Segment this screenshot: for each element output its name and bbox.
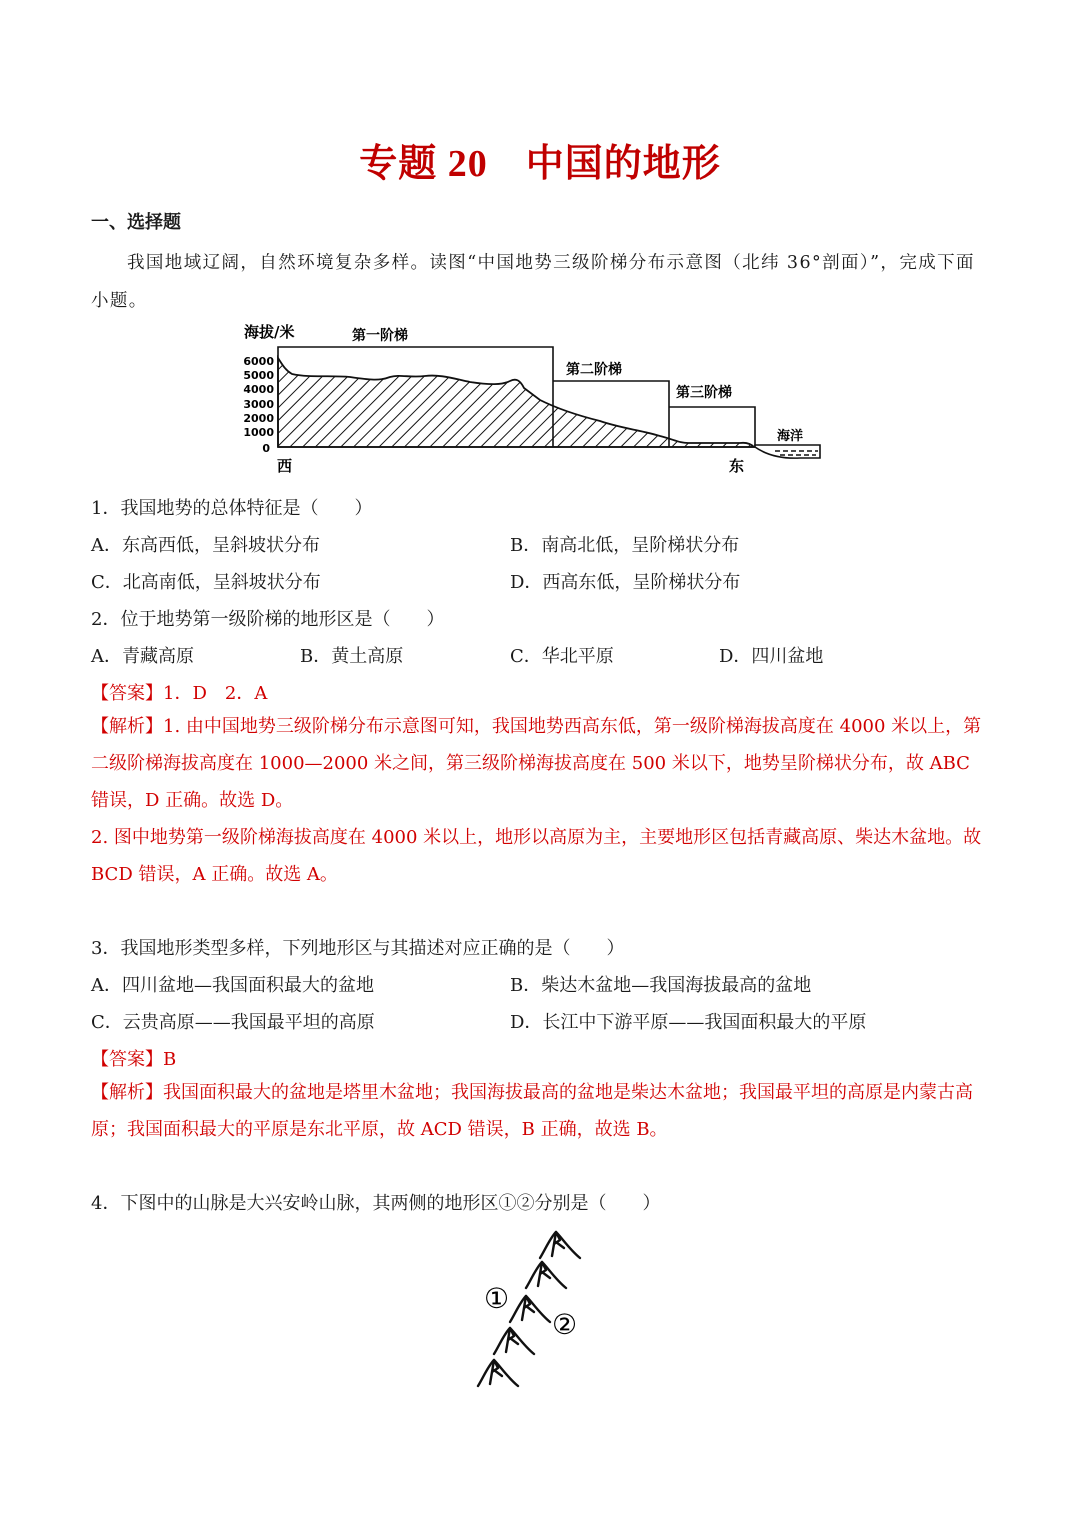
q1-option-b: B．南高北低，呈阶梯状分布: [510, 535, 740, 556]
explanation-1: [91, 708, 983, 819]
mountain-icon: [494, 1328, 534, 1354]
q1-option-d: D．西高东低，呈阶梯状分布: [510, 572, 741, 593]
explanation-1-text: 1. 由中国地势三级阶梯分布示意图可知，我国地势西高东低，第一级阶梯海拔高度在 4000 米以上，第二级阶梯海拔高度在 1000—2000 米之间，第三级阶梯海拔高度在 500 米以下，地势呈阶梯状分布，故 ABC 错误，D 正确。故选 D。: [91, 716, 982, 811]
title-number: 专题 20: [359, 143, 488, 185]
y-axis-label: 海拔/米: [244, 323, 295, 341]
explanation-3: [91, 1074, 983, 1148]
tick-label: 5000: [243, 369, 274, 382]
terrain-profile-figure: [240, 318, 830, 478]
q2-option-c: C．华北平原: [510, 646, 614, 667]
west-label: 西: [277, 457, 293, 475]
tick-label: 1000: [243, 426, 274, 439]
q2-option-a: A．青藏高原: [91, 646, 194, 667]
step2-label: 第二阶梯: [566, 362, 622, 378]
mountain-icon: [478, 1360, 518, 1386]
section-heading: 一、选择题: [91, 212, 181, 233]
east-label: 东: [729, 457, 745, 475]
q1-option-a: A．东高西低，呈斜坡状分布: [91, 535, 320, 556]
tick-label: 3000: [243, 398, 274, 411]
q2-option-d: D．四川盆地: [719, 646, 824, 667]
tick-label: 6000: [243, 355, 274, 368]
tick-label: 2000: [243, 412, 274, 425]
question-4-stem: 4．下图中的山脉是大兴安岭山脉，其两侧的地形区①②分别是（ ）: [91, 1193, 661, 1214]
q3-option-b: B．柴达木盆地—我国海拔最高的盆地: [510, 975, 812, 996]
region-label-1: ①: [484, 1282, 510, 1315]
explanation-tag: 【解析】: [91, 716, 163, 737]
explanation-2: 2. 图中地势第一级阶梯海拔高度在 4000 米以上，地形以高原为主，主要地形区包括青藏高原、柴达木盆地。故 BCD 错误，A 正确。故选 A。: [91, 827, 982, 885]
page-title: [0, 132, 1080, 187]
q3-option-c: C．云贵高原——我国最平坦的高原: [91, 1012, 375, 1033]
mountain-range-figure: [470, 1222, 600, 1392]
intro-paragraph: 我国地域辽阔，自然环境复杂多样。读图“中国地势三级阶梯分布示意图（北纬 36°剖面）”，完成下面小题。: [91, 253, 975, 311]
tick-label: 0: [262, 442, 270, 455]
answer-text: B: [163, 1049, 177, 1070]
question-2-stem: 2．位于地势第一级阶梯的地形区是（ ）: [91, 609, 445, 630]
title-text: 中国的地形: [525, 140, 721, 185]
question-1-stem: 1．我国地势的总体特征是（ ）: [91, 498, 373, 519]
mountain-icon: [510, 1296, 550, 1322]
answer-3: [91, 1045, 176, 1071]
answer-tag: 【答案】: [91, 683, 163, 704]
step3-outline: [669, 407, 755, 447]
answer-1-2: [91, 679, 267, 705]
step1-label: 第一阶梯: [352, 328, 408, 344]
answer-tag: 【答案】: [91, 1049, 163, 1070]
question-3-stem: 3．我国地形类型多样，下列地形区与其描述对应正确的是（ ）: [91, 938, 625, 959]
tick-label: 4000: [243, 383, 274, 396]
ocean-label: 海洋: [777, 429, 804, 444]
q2-option-b: B．黄土高原: [300, 646, 404, 667]
explanation-3-text: 我国面积最大的盆地是塔里木盆地；我国海拔最高的盆地是柴达木盆地；我国最平坦的高原是内蒙古高原；我国面积最大的平原是东北平原，故 ACD 错误，B 正确，故选 B。: [91, 1082, 973, 1140]
q3-option-a: A．四川盆地—我国面积最大的盆地: [91, 975, 374, 996]
q1-option-c: C．北高南低，呈斜坡状分布: [91, 572, 321, 593]
mountain-icon: [540, 1232, 580, 1258]
step3-label: 第三阶梯: [676, 385, 732, 401]
q3-option-d: D．长江中下游平原——我国面积最大的平原: [510, 1012, 867, 1033]
region-label-2: ②: [552, 1308, 578, 1341]
explanation-tag: 【解析】: [91, 1082, 163, 1103]
mountain-icon: [526, 1262, 566, 1288]
terrain-profile: [278, 358, 754, 447]
answer-text: 1．D 2．A: [163, 683, 268, 704]
